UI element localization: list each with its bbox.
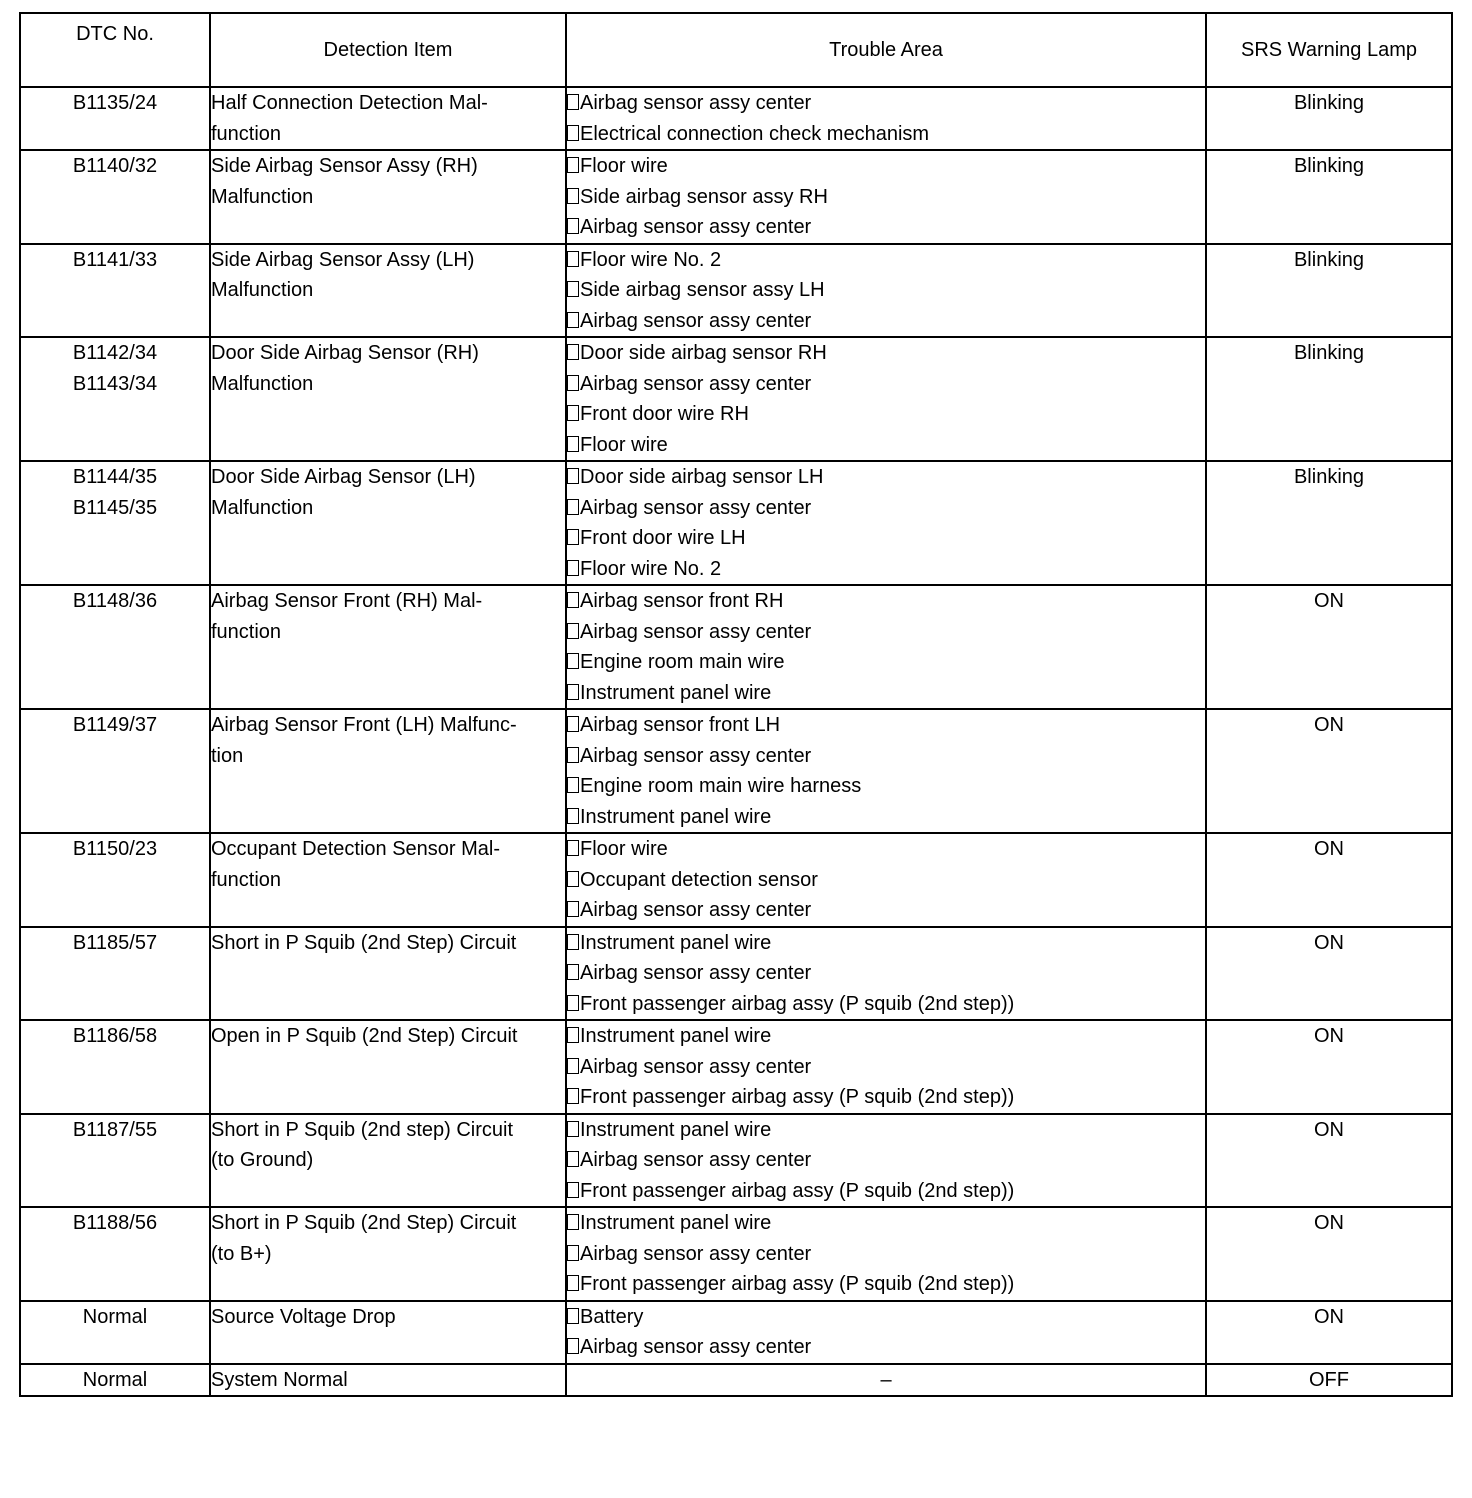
detection-item-text: Airbag Sensor Front (LH) Malfunc- tion [211,714,517,767]
detection-item-text: Open in P Squib (2nd Step) Circuit [211,1025,518,1047]
dtc-code: Normal [82,1305,148,1328]
trouble-area-entry [567,1239,1205,1270]
srs-warning-lamp-status: Blinking [1293,248,1365,271]
trouble-area-cell [566,1207,1206,1301]
dtc-code-cell [20,244,210,338]
table-row [20,337,1452,461]
detection-item-cell [210,244,566,338]
trouble-area-text: Instrument panel wire [580,931,772,954]
dtc-code: B1187/55 [72,1118,158,1141]
detection-item-cell [210,1020,566,1114]
table-row [20,1207,1452,1301]
srs-warning-lamp-status: ON [1314,1212,1344,1234]
trouble-area-entry [567,1021,1205,1052]
table-row [20,87,1452,150]
dtc-code: B1148/36 [72,590,158,612]
dtc-code: B1185/57 [72,931,158,954]
trouble-area-text: Floor wire No. 2 [580,557,722,580]
trouble-area-entry [567,586,1205,617]
srs-warning-lamp-cell [1206,461,1452,585]
checkbox-bullet-icon [567,1308,579,1324]
trouble-area-cell [566,244,1206,338]
trouble-area-entry [567,1332,1205,1363]
trouble-area-cell [566,1020,1206,1114]
trouble-area-cell [566,927,1206,1021]
checkbox-bullet-icon [567,1121,579,1137]
trouble-area-text: Instrument panel wire [580,1212,772,1234]
detection-item-text: Short in P Squib (2nd Step) Circuit (to B+) [211,1212,517,1265]
dtc-table [19,12,1453,1397]
detection-item-cell [210,833,566,927]
checkbox-bullet-icon [567,1245,579,1261]
checkbox-bullet-icon [567,716,579,732]
trouble-area-text: Instrument panel wire [580,1118,772,1141]
trouble-area-entry [567,338,1205,369]
checkbox-bullet-icon [567,1214,579,1230]
checkbox-bullet-icon [567,684,579,700]
checkbox-bullet-icon [567,436,579,452]
checkbox-bullet-icon [567,344,579,360]
trouble-area-entry [567,430,1205,461]
checkbox-bullet-icon [567,375,579,391]
detection-item-text: Half Connection Detection Mal- function [211,92,488,145]
header-srs-warning-lamp: SRS Warning Lamp [1206,13,1452,87]
checkbox-bullet-icon [567,94,579,110]
trouble-area-entry [567,802,1205,833]
detection-item-cell [210,1301,566,1364]
table-body [20,87,1452,1396]
checkbox-bullet-icon [567,125,579,141]
srs-warning-lamp-status: OFF [1309,1368,1349,1391]
trouble-area-text: Electrical connection check mechanism [580,122,930,145]
srs-warning-lamp-cell [1206,87,1452,150]
trouble-area-text: Floor wire [580,433,668,456]
checkbox-bullet-icon [567,251,579,267]
srs-warning-lamp-cell [1206,927,1452,1021]
detection-item-text: Short in P Squib (2nd Step) Circuit [211,931,517,954]
dtc-code-cell [20,927,210,1021]
trouble-area-text: Door side airbag sensor LH [580,466,824,488]
trouble-area-cell [566,150,1206,244]
dtc-code: B1142/34 [72,342,158,364]
trouble-area-text: Airbag sensor assy center [580,962,812,984]
checkbox-bullet-icon [567,188,579,204]
dtc-code-cell [20,1114,210,1208]
trouble-area-cell [566,337,1206,461]
dtc-code-cell [20,461,210,585]
srs-warning-lamp-status: Blinking [1293,466,1365,488]
detection-item-cell [210,1114,566,1208]
trouble-area-entry [567,1082,1205,1113]
trouble-area-text: Airbag sensor assy center [580,309,812,332]
trouble-area-text: Floor wire [580,838,668,860]
trouble-area-entry [567,493,1205,524]
checkbox-bullet-icon [567,901,579,917]
dtc-code: B1145/35 [72,496,158,519]
header-trouble-area: Trouble Area [566,13,1206,87]
dtc-code-cell [20,150,210,244]
trouble-area-text: Airbag sensor assy center [580,1242,812,1265]
srs-warning-lamp-cell [1206,1020,1452,1114]
table-row [20,1020,1452,1114]
checkbox-bullet-icon [567,529,579,545]
srs-warning-lamp-status: ON [1314,714,1344,736]
dtc-code-cell [20,87,210,150]
detection-item-cell [210,150,566,244]
srs-warning-lamp-status: ON [1314,1118,1344,1141]
table-row [20,1364,1452,1397]
checkbox-bullet-icon [567,312,579,328]
srs-warning-lamp-status: ON [1314,838,1344,860]
trouble-area-entry [567,1176,1205,1207]
trouble-area-entry [567,275,1205,306]
checkbox-bullet-icon [567,468,579,484]
trouble-area-text: Airbag sensor assy center [580,620,812,643]
trouble-area-entry [567,88,1205,119]
checkbox-bullet-icon [567,871,579,887]
trouble-area-text: Airbag sensor front LH [580,714,781,736]
trouble-area-text: Front door wire RH [580,403,749,425]
trouble-area-text: Battery [580,1305,644,1328]
checkbox-bullet-icon [567,1088,579,1104]
trouble-area-text: Front passenger airbag assy (P squib (2nd step)) [580,1273,1015,1295]
trouble-area-text: Airbag sensor assy center [580,744,812,767]
trouble-area-entry [567,771,1205,802]
detection-item-cell [210,87,566,150]
trouble-area-text: Engine room main wire harness [580,775,862,797]
srs-warning-lamp-cell [1206,1207,1452,1301]
table-row [20,927,1452,1021]
table-row [20,244,1452,338]
header-dtc-no: DTC No. [20,13,210,87]
checkbox-bullet-icon [567,840,579,856]
checkbox-bullet-icon [567,1027,579,1043]
trouble-area-cell [566,461,1206,585]
trouble-area-text: Airbag sensor assy center [580,216,812,238]
detection-item-text: Door Side Airbag Sensor (LH) Malfunction [211,466,476,519]
dtc-table-container [19,12,1453,1397]
checkbox-bullet-icon [567,934,579,950]
checkbox-bullet-icon [567,747,579,763]
srs-warning-lamp-status: Blinking [1293,92,1365,114]
dtc-code: B1140/32 [72,155,158,177]
dtc-code-cell [20,833,210,927]
trouble-area-entry [567,1052,1205,1083]
dtc-code-cell [20,1364,210,1397]
dtc-code: B1188/56 [72,1212,158,1234]
dtc-code: B1135/24 [72,92,158,114]
trouble-area-text: Airbag sensor assy center [580,1055,812,1078]
checkbox-bullet-icon [567,560,579,576]
trouble-area-entry [567,865,1205,896]
table-row [20,150,1452,244]
checkbox-bullet-icon [567,499,579,515]
checkbox-bullet-icon [567,623,579,639]
detection-item-text: Door Side Airbag Sensor (RH) Malfunction [211,342,479,395]
srs-warning-lamp-status: Blinking [1293,342,1365,364]
trouble-area-entry [567,399,1205,430]
trouble-area-entry [567,678,1205,709]
checkbox-bullet-icon [567,653,579,669]
trouble-area-text: Airbag sensor assy center [580,1336,812,1358]
trouble-area-cell [566,585,1206,709]
checkbox-bullet-icon [567,592,579,608]
srs-warning-lamp-status: ON [1314,590,1344,612]
trouble-area-text: Floor wire [580,155,668,177]
trouble-area-text: Airbag sensor front RH [580,590,784,612]
dtc-code-cell [20,709,210,833]
trouble-area-entry [567,617,1205,648]
dtc-code: B1149/37 [72,714,158,736]
trouble-area-entry [567,523,1205,554]
srs-warning-lamp-cell [1206,1364,1452,1397]
dtc-code-cell [20,1207,210,1301]
trouble-area-text: Airbag sensor assy center [580,899,812,921]
detection-item-cell [210,709,566,833]
trouble-area-entry [567,212,1205,243]
checkbox-bullet-icon [567,1182,579,1198]
trouble-area-entry [567,1208,1205,1239]
table-row [20,585,1452,709]
srs-warning-lamp-cell [1206,150,1452,244]
detection-item-text: Occupant Detection Sensor Mal- function [211,838,501,891]
srs-warning-lamp-cell [1206,833,1452,927]
table-row [20,833,1452,927]
trouble-area-text: Airbag sensor assy center [580,92,812,114]
detection-item-text: Side Airbag Sensor Assy (LH) Malfunction [211,248,475,301]
dtc-code: Normal [82,1368,148,1391]
trouble-area-entry [567,151,1205,182]
trouble-area-entry [567,1269,1205,1300]
trouble-area-cell [566,1301,1206,1364]
trouble-area-text: Door side airbag sensor RH [580,342,827,364]
trouble-area-text: Instrument panel wire [580,1025,772,1047]
trouble-area-text: Airbag sensor assy center [580,372,812,395]
detection-item-cell [210,585,566,709]
dtc-code-cell [20,585,210,709]
checkbox-bullet-icon [567,281,579,297]
dtc-code: B1141/33 [72,248,158,271]
trouble-area-text: Engine room main wire [580,651,785,673]
trouble-area-entry [567,182,1205,213]
detection-item-text: Side Airbag Sensor Assy (RH) Malfunction [211,155,478,208]
trouble-area-entry [567,1115,1205,1146]
trouble-area-entry [567,306,1205,337]
detection-item-text: Source Voltage Drop [211,1305,396,1328]
trouble-area-text: Front passenger airbag assy (P squib (2nd step)) [580,1086,1015,1108]
trouble-area-cell [566,87,1206,150]
trouble-area-text: Front passenger airbag assy (P squib (2nd step)) [580,992,1015,1015]
trouble-area-entry [567,958,1205,989]
dtc-code: B1144/35 [72,466,158,488]
table-row [20,461,1452,585]
checkbox-bullet-icon [567,405,579,421]
srs-warning-lamp-cell [1206,585,1452,709]
srs-warning-lamp-status: Blinking [1293,155,1365,177]
trouble-area-cell [566,709,1206,833]
trouble-area-text: Floor wire No. 2 [580,248,722,271]
srs-warning-lamp-cell [1206,337,1452,461]
trouble-area-entry [567,1145,1205,1176]
srs-warning-lamp-cell [1206,244,1452,338]
dtc-code: B1143/34 [72,372,158,395]
trouble-area-entry [567,895,1205,926]
checkbox-bullet-icon [567,1058,579,1074]
trouble-area-entry [567,462,1205,493]
srs-warning-lamp-status: ON [1314,931,1344,954]
checkbox-bullet-icon [567,964,579,980]
detection-item-cell [210,927,566,1021]
checkbox-bullet-icon [567,995,579,1011]
trouble-area-text: Instrument panel wire [580,681,772,704]
checkbox-bullet-icon [567,808,579,824]
detection-item-text: System Normal [211,1368,348,1391]
detection-item-text: Airbag Sensor Front (RH) Mal- function [211,590,483,643]
checkbox-bullet-icon [567,777,579,793]
trouble-area-entry [567,741,1205,772]
trouble-area-text: Instrument panel wire [580,805,772,828]
table-row [20,1114,1452,1208]
checkbox-bullet-icon [567,157,579,173]
trouble-area-cell [566,1364,1206,1397]
detection-item-cell [210,1364,566,1397]
trouble-area-text: Side airbag sensor assy LH [580,279,825,301]
header-detection-item: Detection Item [210,13,566,87]
trouble-area-entry [567,119,1205,150]
trouble-area-entry [567,245,1205,276]
trouble-area-cell [566,833,1206,927]
dtc-code: B1150/23 [72,838,158,860]
trouble-area-text: Front door wire LH [580,527,746,549]
trouble-area-entry [567,554,1205,585]
trouble-area-cell [566,1114,1206,1208]
srs-warning-lamp-cell [1206,1301,1452,1364]
srs-warning-lamp-status: ON [1314,1305,1344,1328]
trouble-area-text: Airbag sensor assy center [580,496,812,519]
header-row [20,13,1452,87]
dtc-code: B1186/58 [72,1025,158,1047]
checkbox-bullet-icon [567,1338,579,1354]
table-row [20,1301,1452,1364]
detection-item-cell [210,1207,566,1301]
detection-item-cell [210,337,566,461]
trouble-area-entry [567,1302,1205,1333]
trouble-area-entry [567,647,1205,678]
trouble-area-text: Occupant detection sensor [580,868,818,891]
trouble-area-entry [567,834,1205,865]
srs-warning-lamp-cell [1206,709,1452,833]
checkbox-bullet-icon [567,1151,579,1167]
trouble-area-entry [567,928,1205,959]
trouble-area-text: Side airbag sensor assy RH [580,185,828,208]
table-row [20,709,1452,833]
trouble-area-text: Front passenger airbag assy (P squib (2nd step)) [580,1179,1015,1202]
trouble-area-entry [567,989,1205,1020]
trouble-area-entry [567,710,1205,741]
checkbox-bullet-icon [567,1275,579,1291]
checkbox-bullet-icon [567,218,579,234]
srs-warning-lamp-status: ON [1314,1025,1344,1047]
srs-warning-lamp-cell [1206,1114,1452,1208]
trouble-area-text: Airbag sensor assy center [580,1149,812,1171]
dtc-code-cell [20,1301,210,1364]
detection-item-text: Short in P Squib (2nd step) Circuit (to Ground) [211,1118,514,1171]
trouble-area-text: – [880,1368,892,1391]
trouble-area-entry [567,369,1205,400]
dtc-code-cell [20,1020,210,1114]
dtc-code-cell [20,337,210,461]
detection-item-cell [210,461,566,585]
